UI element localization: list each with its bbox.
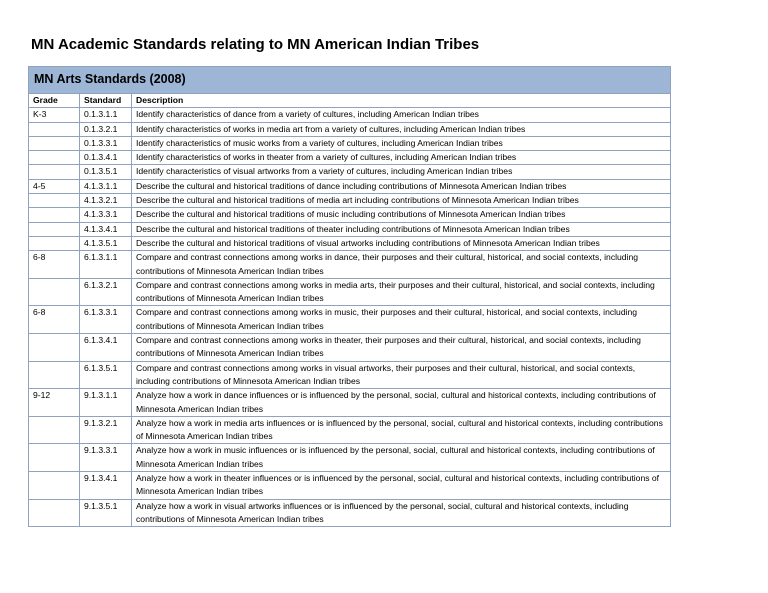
description-cell: Analyze how a work in dance influences or is influenced by the personal, social, cultural and historical contexts, including contributions of Minnesota American Indian tribes [132,389,671,417]
table-row [29,208,671,222]
description-cell: Compare and contrast connections among works in music, their purposes and their cultural, historical, and social contexts, including contributions of Minnesota American Indian tribes [132,306,671,334]
description-cell: Describe the cultural and historical traditions of dance including contributions of Minnesota American Indian tribes [132,179,671,193]
standard-cell: 9.1.3.1.1 [80,389,132,417]
standard-cell: 0.1.3.4.1 [80,151,132,165]
standards-table [28,66,671,527]
standard-cell: 9.1.3.3.1 [80,444,132,472]
grade-cell [29,499,80,527]
table-row [29,251,671,279]
description-cell: Identify characteristics of dance from a variety of cultures, including American Indian tribes [132,108,671,122]
grade-cell [29,165,80,179]
table-row [29,165,671,179]
table-row [29,278,671,306]
standard-cell: 6.1.3.5.1 [80,361,132,389]
grade-cell: 9-12 [29,389,80,417]
description-cell: Compare and contrast connections among works in dance, their purposes and their cultural, historical, and social contexts, including contributions of Minnesota American Indian tribes [132,251,671,279]
table-row [29,108,671,122]
description-cell: Describe the cultural and historical traditions of media art including contributions of Minnesota American Indian tribes [132,194,671,208]
header-row [29,94,671,108]
description-cell: Identify characteristics of visual artworks from a variety of cultures, including American Indian tribes [132,165,671,179]
standard-cell: 0.1.3.5.1 [80,165,132,179]
grade-cell [29,136,80,150]
standard-cell: 6.1.3.4.1 [80,334,132,362]
table-row [29,222,671,236]
grade-cell [29,236,80,250]
grade-cell [29,194,80,208]
grade-cell [29,472,80,500]
standard-cell: 0.1.3.1.1 [80,108,132,122]
standard-cell: 6.1.3.2.1 [80,278,132,306]
standard-cell: 4.1.3.2.1 [80,194,132,208]
table-row [29,122,671,136]
table-row [29,179,671,193]
grade-cell [29,416,80,444]
description-cell: Analyze how a work in music influences or is influenced by the personal, social, cultural and historical contexts, including contributions of Minnesota American Indian tribes [132,444,671,472]
grade-cell [29,122,80,136]
standard-cell: 4.1.3.1.1 [80,179,132,193]
grade-cell [29,444,80,472]
grade-cell [29,151,80,165]
standard-cell: 9.1.3.4.1 [80,472,132,500]
grade-cell [29,208,80,222]
grade-cell [29,278,80,306]
table-row [29,472,671,500]
standard-cell: 4.1.3.4.1 [80,222,132,236]
description-cell: Compare and contrast connections among works in visual artworks, their purposes and their cultural, historical, and social contexts, including contributions of Minnesota American Indian tribes [132,361,671,389]
standard-cell: 6.1.3.1.1 [80,251,132,279]
description-cell: Compare and contrast connections among works in theater, their purposes and their cultural, historical, and social contexts, including contributions of Minnesota American Indian tribes [132,334,671,362]
grade-cell: 6-8 [29,251,80,279]
table-body [29,108,671,527]
table-row [29,361,671,389]
table-row [29,444,671,472]
table-row [29,194,671,208]
description-cell: Analyze how a work in theater influences or is influenced by the personal, social, cultural and historical contexts, including contributions of Minnesota American Indian tribes [132,472,671,500]
table-row [29,499,671,527]
table-row [29,136,671,150]
table-row [29,151,671,165]
table-row [29,236,671,250]
header-description: Description [132,94,671,108]
grade-cell: 4-5 [29,179,80,193]
description-cell: Identify characteristics of works in media art from a variety of cultures, including American Indian tribes [132,122,671,136]
grade-cell [29,334,80,362]
standard-cell: 4.1.3.5.1 [80,236,132,250]
description-cell: Analyze how a work in media arts influences or is influenced by the personal, social, cultural and historical contexts, including contributions of Minnesota American Indian tribes [132,416,671,444]
section-title-row [29,67,671,94]
standard-cell: 9.1.3.2.1 [80,416,132,444]
header-standard: Standard [80,94,132,108]
table-row [29,334,671,362]
description-cell: Identify characteristics of works in theater from a variety of cultures, including American Indian tribes [132,151,671,165]
description-cell: Identify characteristics of music works from a variety of cultures, including American Indian tribes [132,136,671,150]
standard-cell: 0.1.3.2.1 [80,122,132,136]
grade-cell: K-3 [29,108,80,122]
description-cell: Describe the cultural and historical traditions of theater including contributions of Minnesota American Indian tribes [132,222,671,236]
page-title: MN Academic Standards relating to MN American Indian Tribes [31,36,480,53]
section-title: MN Arts Standards (2008) [29,67,671,94]
grade-cell [29,361,80,389]
description-cell: Describe the cultural and historical traditions of visual artworks including contributions of Minnesota American Indian tribes [132,236,671,250]
standard-cell: 6.1.3.3.1 [80,306,132,334]
standard-cell: 0.1.3.3.1 [80,136,132,150]
description-cell: Compare and contrast connections among works in media arts, their purposes and their cultural, historical, and social contexts, including contributions of Minnesota American Indian tribes [132,278,671,306]
standard-cell: 9.1.3.5.1 [80,499,132,527]
table-row [29,416,671,444]
grade-cell [29,222,80,236]
header-grade: Grade [29,94,80,108]
table-row [29,306,671,334]
grade-cell: 6-8 [29,306,80,334]
table-row [29,389,671,417]
description-cell: Describe the cultural and historical traditions of music including contributions of Minnesota American Indian tribes [132,208,671,222]
description-cell: Analyze how a work in visual artworks influences or is influenced by the personal, social, cultural and historical contexts, including contributions of Minnesota American Indian tribes [132,499,671,527]
standard-cell: 4.1.3.3.1 [80,208,132,222]
